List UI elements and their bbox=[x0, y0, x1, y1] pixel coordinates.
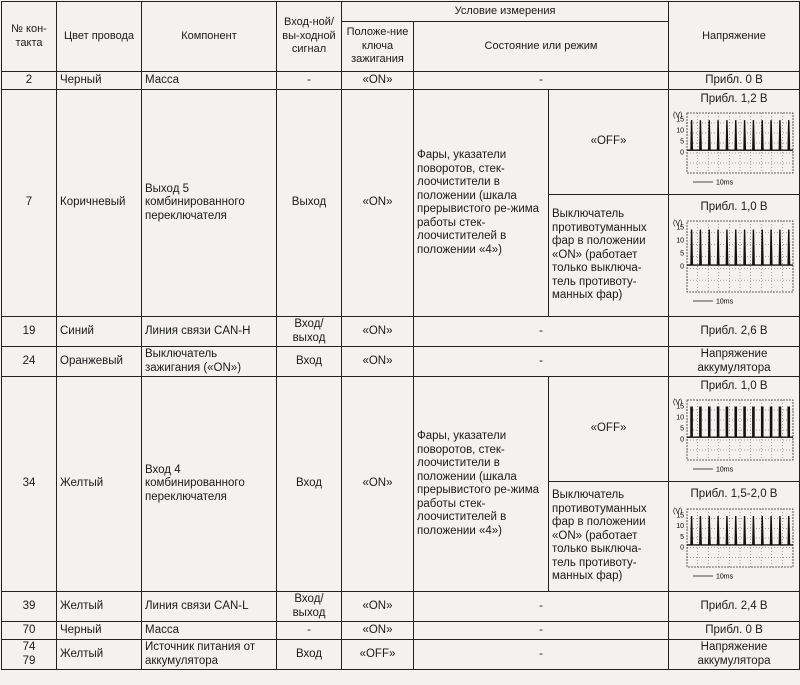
component-cell: Линия связи CAN-H bbox=[142, 317, 277, 347]
axis-tick-label: 10 bbox=[676, 522, 684, 530]
axis-tick-label: 0 bbox=[680, 263, 684, 271]
time-scale-label: 10ms bbox=[716, 298, 734, 306]
time-scale-label: 10ms bbox=[716, 179, 734, 187]
axis-tick-label: 15 bbox=[676, 512, 684, 520]
axis-tick-label: 5 bbox=[680, 250, 684, 258]
ignition-cell: «ON» bbox=[342, 72, 414, 90]
table-row bbox=[2, 592, 800, 622]
voltage-cell: Прибл. 2,4 В bbox=[669, 592, 800, 622]
axis-unit-label: (V) bbox=[673, 112, 683, 120]
signal-cell: Вход/ выход bbox=[277, 317, 342, 347]
wire-color-cell: Желтый bbox=[57, 377, 142, 592]
header-signal: Вход-ной/вы-ходной сигнал bbox=[277, 2, 342, 72]
axis-tick-label: 5 bbox=[680, 425, 684, 433]
ignition-cell: «ON» bbox=[342, 317, 414, 347]
pin-cell: 74 79 bbox=[2, 640, 57, 670]
ignition-cell: «ON» bbox=[342, 592, 414, 622]
ignition-cell: «OFF» bbox=[342, 640, 414, 670]
ignition-cell: «ON» bbox=[342, 90, 414, 317]
substate-cell: «OFF» bbox=[549, 90, 669, 195]
substate-cell: Выключатель противотуманных фар в положении «ON» (работает только выключа-тель противоту-манных фар) bbox=[549, 482, 669, 592]
signal-cell: - bbox=[277, 72, 342, 90]
voltage-waveform-cell bbox=[669, 377, 800, 482]
axis-tick-label: 15 bbox=[676, 116, 684, 124]
state-cell: - bbox=[414, 347, 669, 377]
header-wire-color: Цвет провода bbox=[57, 2, 142, 72]
component-cell: Линия связи CAN-L bbox=[142, 592, 277, 622]
ignition-cell: «ON» bbox=[342, 377, 414, 592]
axis-tick-label: 0 bbox=[680, 436, 684, 444]
axis-tick-label: 10 bbox=[676, 414, 684, 422]
voltage-cell: Напряжение аккумулятора bbox=[669, 347, 800, 377]
component-cell: Выход 5 комбинированного переключателя bbox=[142, 90, 277, 317]
header-conditions: Условие измерения bbox=[342, 2, 669, 22]
table-row bbox=[2, 377, 800, 482]
header-state: Состояние или режим bbox=[414, 22, 669, 72]
voltage-value: Прибл. 1,5-2,0 В bbox=[690, 488, 778, 501]
state-cell: - bbox=[414, 317, 669, 347]
header-pin: № кон-такта bbox=[2, 2, 57, 72]
axis-tick-label: 0 bbox=[680, 544, 684, 552]
signal-cell: - bbox=[277, 622, 342, 640]
pin-cell: 24 bbox=[2, 347, 57, 377]
state-main-cell: Фары, указатели поворотов, стек-лоочистители в положении (шкала прерывистого ре-жима работы стек-лоочистителей в положении «4») bbox=[414, 377, 549, 592]
voltage-waveform-cell bbox=[669, 195, 800, 317]
header-component: Компонент bbox=[142, 2, 277, 72]
wire-color-cell: Черный bbox=[57, 622, 142, 640]
axis-unit-label: (V) bbox=[673, 399, 683, 407]
axis-tick-label: 0 bbox=[680, 149, 684, 157]
component-cell: Вход 4 комбинированного переключателя bbox=[142, 377, 277, 592]
voltage-waveform-cell bbox=[669, 90, 800, 195]
voltage-cell: Прибл. 0 В bbox=[669, 72, 800, 90]
pin-cell: 39 bbox=[2, 592, 57, 622]
pin-cell: 34 bbox=[2, 377, 57, 592]
signal-cell: Выход bbox=[277, 90, 342, 317]
voltage-waveform-cell bbox=[669, 482, 800, 592]
state-cell: - bbox=[414, 72, 669, 90]
voltage-cell: Напряжение аккумулятора bbox=[669, 640, 800, 670]
table-row bbox=[2, 317, 800, 347]
table-row bbox=[2, 622, 800, 640]
pin-cell: 2 bbox=[2, 72, 57, 90]
axis-tick-label: 5 bbox=[680, 138, 684, 146]
wire-color-cell: Коричневый bbox=[57, 90, 142, 317]
axis-tick-label: 10 bbox=[676, 237, 684, 245]
wire-color-cell: Желтый bbox=[57, 592, 142, 622]
component-cell: Масса bbox=[142, 622, 277, 640]
component-cell: Выключатель зажигания («ON») bbox=[142, 347, 277, 377]
axis-tick-label: 5 bbox=[680, 533, 684, 541]
axis-tick-label: 15 bbox=[676, 403, 684, 411]
pin-cell: 7 bbox=[2, 90, 57, 317]
signal-cell: Вход bbox=[277, 640, 342, 670]
waveform-graph bbox=[673, 503, 795, 585]
wire-color-cell: Черный bbox=[57, 72, 142, 90]
table-row bbox=[2, 72, 800, 90]
state-main-cell: Фары, указатели поворотов, стек-лоочистители в положении (шкала прерывистого ре-жима работы стек-лоочистителей в положении «4») bbox=[414, 90, 549, 317]
component-cell: Источник питания от аккумулятора bbox=[142, 640, 277, 670]
state-cell: - bbox=[414, 592, 669, 622]
substate-cell: Выключатель противотуманных фар в положении «ON» (работает только выключа-тель противоту-манных фар) bbox=[549, 195, 669, 317]
header-voltage: Напряжение bbox=[669, 2, 800, 72]
pin-voltage-table bbox=[1, 1, 800, 670]
table-row bbox=[2, 640, 800, 670]
waveform-graph bbox=[673, 107, 795, 191]
axis-unit-label: (V) bbox=[673, 220, 683, 228]
signal-cell: Вход bbox=[277, 377, 342, 592]
state-cell: - bbox=[414, 622, 669, 640]
voltage-value: Прибл. 1,2 В bbox=[700, 92, 768, 105]
wire-color-cell: Синий bbox=[57, 317, 142, 347]
time-scale-label: 10ms bbox=[716, 573, 734, 581]
waveform-graph bbox=[673, 215, 795, 310]
voltage-value: Прибл. 1,0 В bbox=[700, 200, 768, 213]
voltage-value: Прибл. 1,0 В bbox=[700, 379, 768, 392]
signal-trace bbox=[687, 230, 793, 265]
signal-trace bbox=[687, 120, 793, 150]
signal-trace bbox=[687, 407, 793, 437]
ignition-cell: «ON» bbox=[342, 622, 414, 640]
state-cell: - bbox=[414, 640, 669, 670]
axis-unit-label: (V) bbox=[673, 507, 683, 515]
header-ignition: Положе-ние ключа зажигания bbox=[342, 22, 414, 72]
wire-color-cell: Желтый bbox=[57, 640, 142, 670]
pin-cell: 19 bbox=[2, 317, 57, 347]
pin-cell: 70 bbox=[2, 622, 57, 640]
axis-tick-label: 15 bbox=[676, 224, 684, 232]
signal-cell: Вход/ выход bbox=[277, 592, 342, 622]
table-row bbox=[2, 90, 800, 195]
axis-tick-label: 10 bbox=[676, 127, 684, 135]
ignition-cell: «ON» bbox=[342, 347, 414, 377]
wire-color-cell: Оранжевый bbox=[57, 347, 142, 377]
substate-cell: «OFF» bbox=[549, 377, 669, 482]
voltage-cell: Прибл. 0 В bbox=[669, 622, 800, 640]
table-row bbox=[2, 347, 800, 377]
voltage-cell: Прибл. 2,6 В bbox=[669, 317, 800, 347]
signal-cell: Вход bbox=[277, 347, 342, 377]
waveform-graph bbox=[673, 394, 795, 478]
time-scale-label: 10ms bbox=[716, 466, 734, 474]
component-cell: Масса bbox=[142, 72, 277, 90]
